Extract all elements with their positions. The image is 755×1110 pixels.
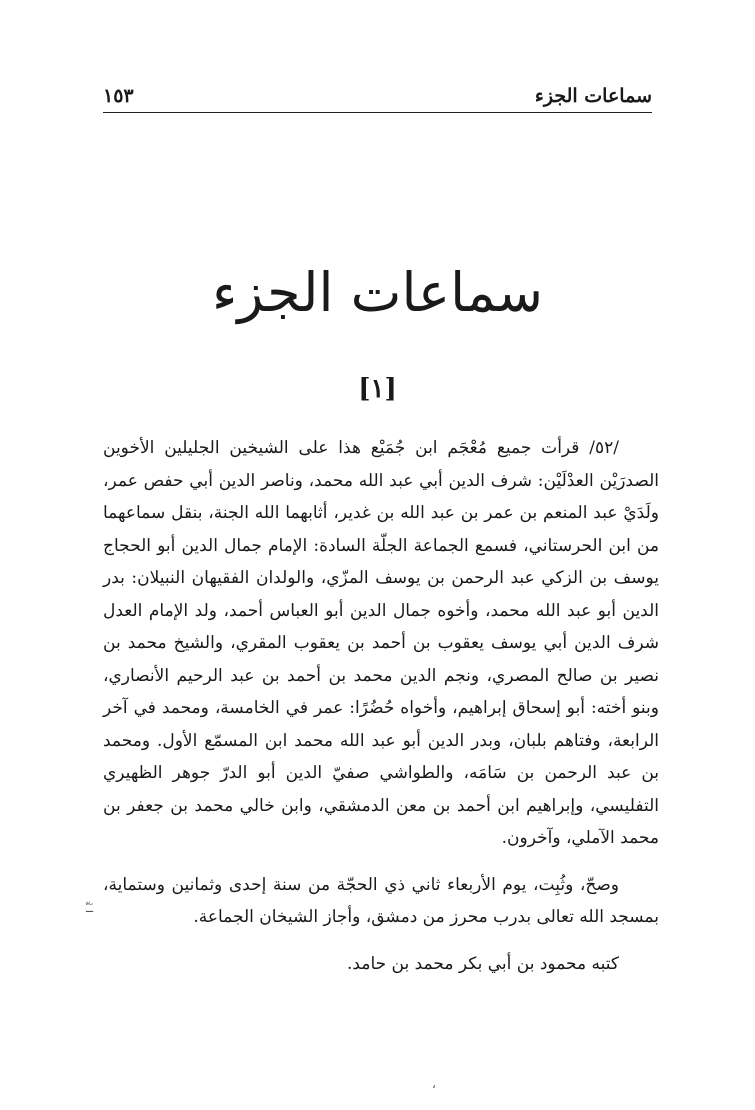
page-number: ١٥٣ xyxy=(103,85,134,107)
section-number: [١] xyxy=(358,374,397,404)
paragraph-1: /٥٢/ قرأت جميع مُعْجَم ابن جُمَيْع هذا على الشيخين الجليلين الأخوين الصدرَيْن العدْلَيْن: شرف الدين أبي عبد الله محمد، وناصر الدين أبي حفص عمر، ولَدَيْ عبد المنعم بن عمر بن عبد الله بن غدير، أثابهما الله الجنة، بنقل سماعهما من ابن الحرستاني، فسمع الجماعة الجلّة السادة: الإمام جمال الدين أبو الحجاج يوسف بن الزكي عبد الرحمن بن يوسف المزّي، والولدان الفقيهان النبيلان: بدر الدين أبو عبد الله محمد، وأخوه جمال الدين أبو العباس أحمد، ولد الإمام العدل شرف الدين أبي يوسف يعقوب بن أحمد بن يعقوب المقري، والشيخ محمد بن نصير بن صالح المصري، ونجم الدين محمد بن أحمد بن عبد الرحيم الأنصاري، وبنو أخته: أبو إسحاق إبراهيم، وأخواه حُضُرًا: عمر في الخامسة، ومحمد في آخر الرابعة، وفتاهم بلبان، وبدر الدين أبو عبد الله محمد ابن المسمّع الأول. ومحمد بن عبد الرحمن بن سَامَه، والطواشي صفيّ الدين أبو الدرّ جوهر الظهيري التفليسي، وإبراهيم ابن أحمد بن معن الدمشقي، وابن خالي محمد بن جعفر بن محمد الآملي، وآخرون. xyxy=(103,438,659,848)
paragraph-2: وصحّ، وثُبِت، يوم الأربعاء ثاني ذي الحجّة من سنة إحدى وثمانين وستماية، بمسجد الله تعالى بدرب محرز من دمشق، وأجاز الشيخان الجماعة. xyxy=(103,874,659,927)
running-header xyxy=(103,84,652,113)
running-title: سماعات الجزء xyxy=(534,85,652,107)
chapter-title: سماعات الجزء xyxy=(211,261,544,324)
body-text xyxy=(103,432,659,980)
paragraph-3: كتبه محمود بن أبي بكر محمد بن حامد. xyxy=(347,953,619,974)
margin-mark: ـَـّ xyxy=(86,901,94,915)
margin-mark-bottom: ، xyxy=(432,1077,436,1091)
